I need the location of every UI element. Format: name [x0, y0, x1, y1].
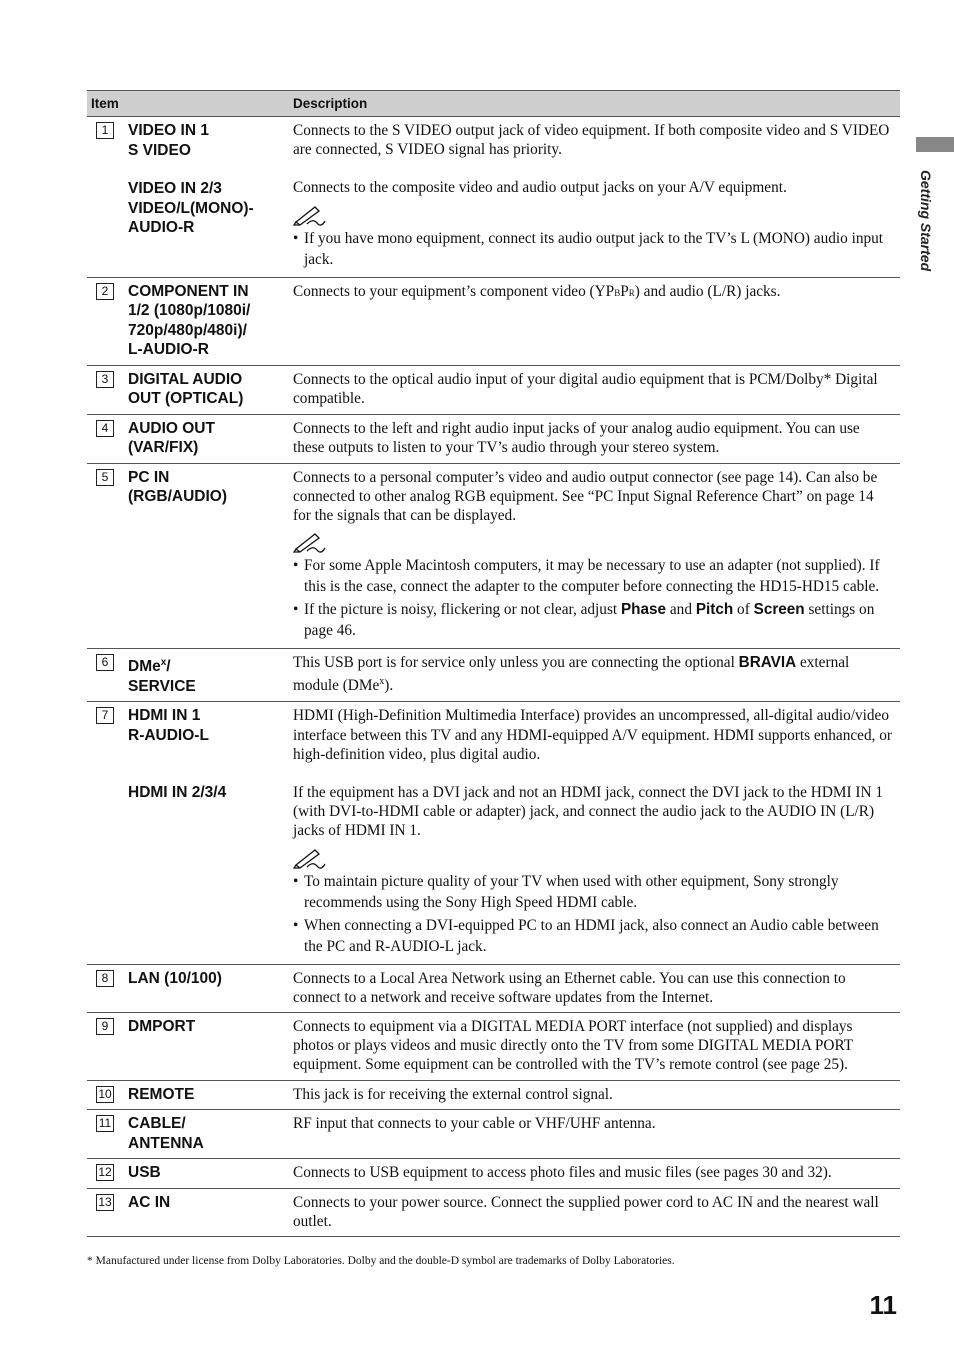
item-line: VIDEO/L(MONO)-: [128, 199, 254, 217]
note-bullet: • To maintain picture quality of your TV when used with other equipment, Sony strongly recommends using the Sony High Speed HDMI cable.: [293, 871, 894, 913]
item-line: DMe$^x$/: [128, 657, 171, 676]
item-description: Connects to your power source. Connect the supplied power cord to AC IN and the nearest wall outlet.: [293, 1188, 900, 1236]
item-name: [128, 365, 293, 414]
description-text: P: [620, 282, 629, 300]
note-bullet: • For some Apple Macintosh computers, it may be necessary to use an adapter (not supplied). If this is the case, connect the adapter to the computer before connecting the HD15-HD15 cable.: [293, 555, 894, 597]
item-name: USB: [128, 1159, 293, 1189]
note-bullet: • If the picture is noisy, flickering or not clear, adjust Phase and Pitch of Screen settings on page 46.: [293, 599, 894, 641]
pencil-note-icon: [293, 847, 327, 869]
item-description: Connects to USB equipment to access photo files and music files (see pages 30 and 32).: [293, 1159, 900, 1189]
table-row: [87, 117, 900, 278]
item-description: Connects to the left and right audio input jacks of your analog audio equipment. You can use these outputs to listen to your TV’s audio through your stereo system.: [293, 414, 900, 463]
note-bullet: • If you have mono equipment, connect its audio output jack to the TV’s L (MONO) audio input jack.: [293, 228, 894, 270]
description-text: Connects to the S VIDEO output jack of video equipment. If both composite video and S VIDEO are connected, S VIDEO signal has priority.: [293, 122, 890, 159]
item-name: [128, 277, 293, 365]
table-row: [87, 1080, 900, 1110]
item-description: Connects to the optical audio input of your digital audio equipment that is PCM/Dolby* Digital compatible.: [293, 365, 900, 414]
item-name: [128, 117, 293, 278]
item-line: AUDIO OUT: [128, 419, 215, 437]
table-row: [87, 365, 900, 414]
item-description: [293, 277, 900, 365]
description-text: Connects to a personal computer’s video and audio output connector (see page 14). Can also be connected to other analog RGB equipment. See “PC Input Signal Reference Chart” on page 14 for the signals that can be displayed.: [293, 468, 878, 525]
table-row: [87, 964, 900, 1012]
table-row: [87, 702, 900, 964]
item-number: 2: [96, 283, 114, 300]
item-number: 5: [96, 469, 114, 486]
item-description: [293, 702, 900, 964]
item-name: [128, 1110, 293, 1159]
item-line: OUT (OPTICAL): [128, 390, 244, 408]
item-number: 8: [96, 970, 114, 987]
item-number: 6: [96, 654, 114, 671]
item-number: 13: [96, 1194, 114, 1211]
item-number: 7: [96, 707, 114, 724]
pencil-note-icon: [293, 204, 327, 226]
table-row: [87, 1188, 900, 1236]
item-line: 720p/480p/480i)/: [128, 321, 247, 339]
subscript: B: [614, 287, 621, 298]
item-name: DMPORT: [128, 1013, 293, 1081]
item-description: RF input that connects to your cable or VHF/UHF antenna.: [293, 1110, 900, 1159]
table-row: [87, 414, 900, 463]
item-number: 10: [96, 1086, 114, 1103]
item-number: 4: [96, 420, 114, 437]
header-description: Description: [293, 91, 900, 117]
item-description: Connects to a Local Area Network using an Ethernet cable. You can use this connection to connect to a network and receive software updates from the Internet.: [293, 964, 900, 1012]
item-line: SERVICE: [128, 677, 196, 695]
item-name: [128, 463, 293, 649]
description-text: HDMI (High-Definition Multimedia Interface) provides an uncompressed, all-digital audio/video interface between this TV and any HDMI-equipped A/V equipment. HDMI supports enhanced, or high-definition video, plus digital audio.: [293, 707, 892, 763]
item-line: (VAR/FIX): [128, 439, 199, 457]
table-row: [87, 1013, 900, 1081]
page-number: 11: [869, 1290, 897, 1320]
note-bullet: • When connecting a DVI-equipped PC to an HDMI jack, also connect an Audio cable between the PC and R-AUDIO-L jack.: [293, 915, 894, 957]
table-row: [87, 649, 900, 702]
item-line: VIDEO IN 2/3: [128, 180, 222, 197]
item-line: HDMI IN 1: [128, 707, 201, 725]
item-line: S VIDEO: [128, 141, 191, 159]
item-line: R-AUDIO-L: [128, 726, 209, 744]
item-description: This USB port is for service only unless you are connecting the optional BRAVIA external module (DMe$^x$).: [293, 649, 900, 702]
header-item: Item: [87, 91, 293, 117]
item-line: DIGITAL AUDIO: [128, 370, 243, 388]
table-row: [87, 277, 900, 365]
item-description: This jack is for receiving the external control signal.: [293, 1080, 900, 1110]
item-line: AUDIO-R: [128, 219, 195, 236]
item-name: REMOTE: [128, 1080, 293, 1110]
item-name: [128, 414, 293, 463]
table-header: [87, 91, 900, 117]
item-line: L-AUDIO-R: [128, 341, 209, 359]
description-text: If the equipment has a DVI jack and not an HDMI jack, connect the DVI jack to the HDMI IN 1 (with DVI-to-HDMI cable or adapter) jack, and connect the audio jack to the AUDIO IN (L/R) jacks of HDMI IN 1.: [293, 783, 884, 840]
pencil-note-icon: [293, 531, 327, 553]
footnote: * Manufactured under license from Dolby Laboratories. Dolby and the double-D symbol are trademarks of Dolby Laboratories.: [87, 1255, 675, 1267]
item-line: (RGB/AUDIO): [128, 488, 228, 506]
item-name: AC IN: [128, 1188, 293, 1236]
item-number: 1: [96, 122, 114, 139]
item-line: PC IN: [128, 468, 170, 486]
item-line: HDMI IN 2/3/4: [128, 784, 227, 802]
connections-table: [87, 90, 900, 1237]
item-number: 11: [96, 1115, 114, 1132]
description-text: Connects to the composite video and audio output jacks on your A/V equipment.: [293, 179, 787, 197]
item-description: Connects to equipment via a DIGITAL MEDIA PORT interface (not supplied) and displays photos or plays videos and music directly onto the TV from some DIGITAL MEDIA PORT equipment. Some equipment can be controlled with the TV’s remote control (see page 25).: [293, 1013, 900, 1081]
item-line: 1/2 (1080p/1080i/: [128, 302, 251, 320]
item-name: [128, 649, 293, 702]
item-number: 3: [96, 371, 114, 388]
item-line: VIDEO IN 1: [128, 122, 209, 139]
item-line: COMPONENT IN: [128, 282, 249, 300]
description-text: Connects to your equipment’s component video (YP: [293, 282, 615, 300]
description-text: ) and audio (L/R) jacks.: [634, 282, 781, 300]
item-line: CABLE/: [128, 1115, 186, 1133]
item-line: ANTENNA: [128, 1134, 204, 1152]
table-row: [87, 1110, 900, 1159]
table-row: [87, 463, 900, 649]
item-name: LAN (10/100): [128, 964, 293, 1012]
item-number: 12: [96, 1164, 114, 1181]
subscript: R: [628, 287, 635, 298]
section-label: Getting Started: [918, 170, 934, 272]
item-description: [293, 463, 900, 649]
item-name: [128, 702, 293, 964]
item-number: 9: [96, 1018, 114, 1035]
item-description: [293, 117, 900, 278]
section-tab-marker: [916, 137, 954, 152]
table-row: [87, 1159, 900, 1189]
